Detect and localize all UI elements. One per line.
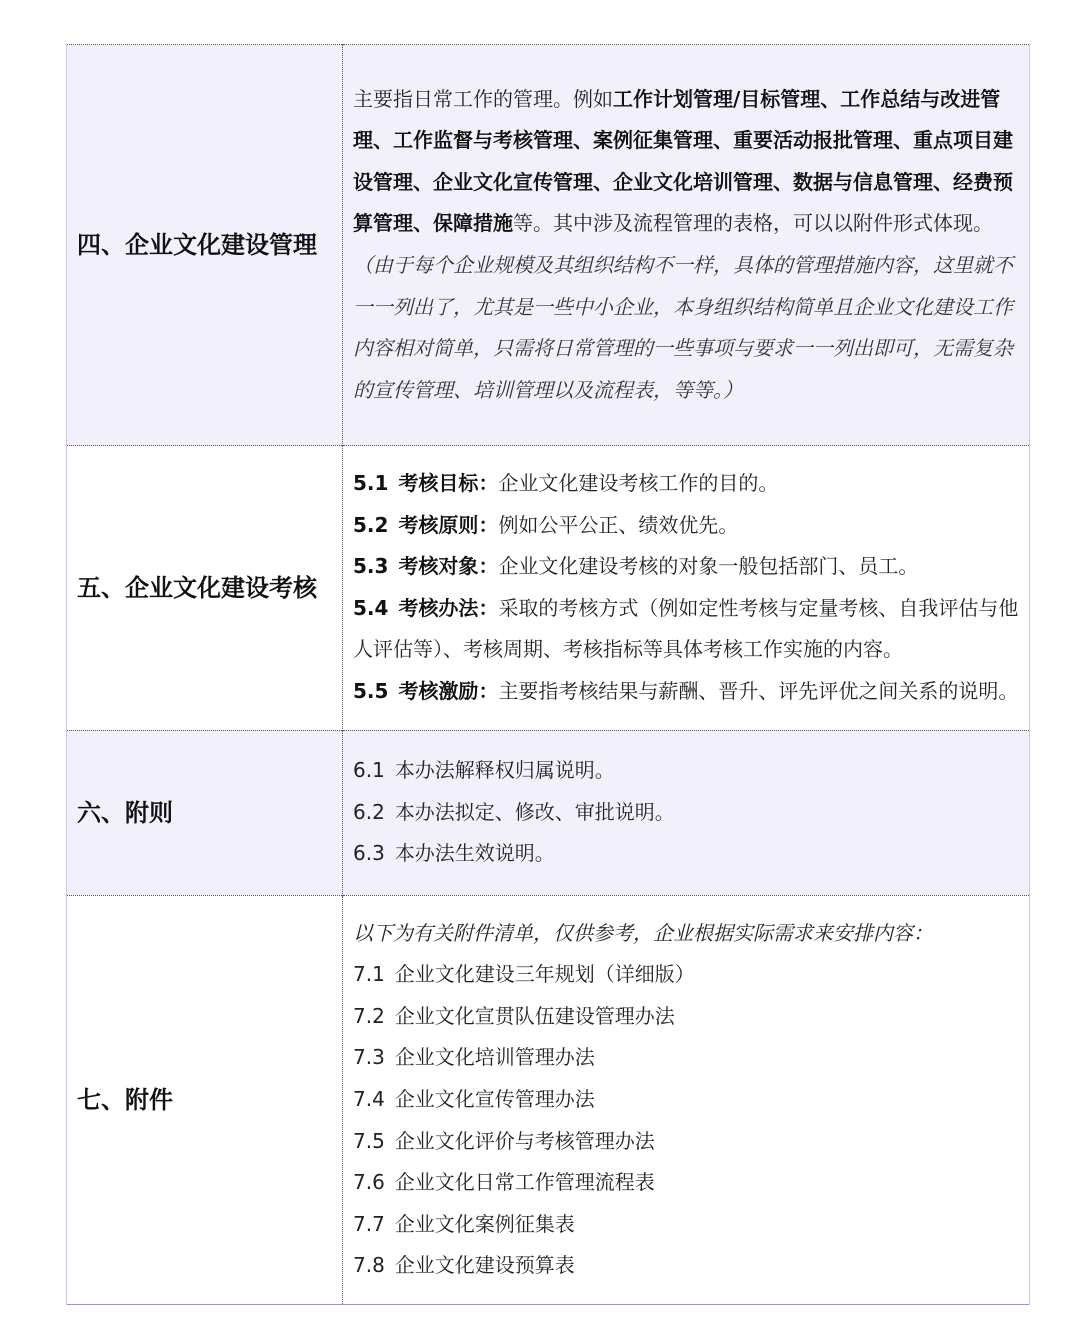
item-text: 企业文化案例征集表 (394, 1211, 575, 1236)
list-item (353, 833, 1021, 875)
item-text: 本办法解释权归属说明。 (394, 758, 615, 783)
list-item (353, 1245, 1021, 1287)
intro-tail: 等。其中涉及流程管理的表格，可以以附件形式体现。 (513, 211, 993, 236)
item-number: 5.2 (353, 512, 389, 537)
item-separator: ： (478, 678, 499, 703)
section-content-cell (343, 895, 1030, 1304)
section-heading-cell (67, 446, 343, 731)
item-text: 企业文化建设考核工作的目的。 (498, 471, 779, 495)
list-item (353, 546, 1021, 588)
item-text: 例如公平公正、绩效优先。 (498, 512, 739, 537)
item-number: 7.1 (353, 962, 385, 987)
section-heading-cell (67, 730, 343, 895)
item-text: 企业文化培训管理办法 (394, 1045, 595, 1070)
item-label: 考核对象 (398, 554, 479, 579)
item-text: 企业文化建设考核的对象一般包括部门、员工。 (498, 554, 919, 579)
item-separator: ： (478, 595, 499, 620)
list-item (353, 954, 1021, 996)
item-label: 考核原则 (398, 512, 479, 537)
list-item (353, 1037, 1021, 1079)
item-number: 6.2 (353, 799, 385, 824)
list-item (353, 996, 1021, 1038)
item-number: 6.1 (353, 758, 385, 783)
item-number: 5.3 (353, 554, 389, 579)
item-label: 考核目标 (398, 471, 479, 495)
list-item (353, 671, 1021, 713)
item-number: 7.8 (353, 1253, 385, 1278)
item-text: 企业文化日常工作管理流程表 (394, 1170, 655, 1195)
list-item (353, 1162, 1021, 1204)
attachment-intro: 以下为有关附件清单，仅供参考，企业根据实际需求来安排内容： (353, 920, 933, 945)
intro-bold-list: 工作计划管理/目标管理、工作总结与改进管理、工作监督与考核管理、案例征集管理、重要活动报批管理、重点项目建设管理、企业文化宣传管理、企业文化培训管理、数据与信息管理、经费预算管理、保障措施 (353, 86, 1013, 236)
table-row (67, 446, 1030, 731)
section-title: 七、附件 (77, 1085, 173, 1114)
item-text: 本办法拟定、修改、审批说明。 (394, 799, 675, 824)
item-text: 企业文化宣贯队伍建设管理办法 (394, 1003, 675, 1028)
item-label: 考核办法 (398, 595, 479, 620)
item-separator: ： (478, 512, 499, 537)
item-text: 企业文化建设预算表 (394, 1253, 575, 1278)
section-intro (353, 79, 1021, 245)
item-number: 7.7 (353, 1211, 385, 1236)
section-content-cell (343, 45, 1030, 446)
table-row (67, 45, 1030, 446)
table-row (67, 895, 1030, 1304)
item-number: 5.4 (353, 595, 389, 620)
list-item (353, 1121, 1021, 1163)
document-table (66, 44, 1030, 1305)
table-row (67, 730, 1030, 895)
item-number: 6.3 (353, 841, 385, 866)
item-number: 7.6 (353, 1170, 385, 1195)
list-item (353, 792, 1021, 834)
intro-lead: 主要指日常工作的管理。例如 (353, 86, 613, 111)
list-item (353, 463, 1021, 505)
item-separator: ： (478, 554, 499, 579)
section-content-cell (343, 730, 1030, 895)
item-text: 本办法生效说明。 (394, 841, 555, 866)
item-number: 7.5 (353, 1128, 385, 1153)
list-item (353, 588, 1021, 671)
section-heading-cell (67, 895, 343, 1304)
item-text: 采取的考核方式（例如定性考核与定量考核、自我评估与他人评估等）、考核周期、考核指标等具体考核工作实施的内容。 (353, 595, 1019, 662)
item-number: 7.3 (353, 1045, 385, 1070)
item-text: 主要指考核结果与薪酬、晋升、评先评优之间关系的说明。 (498, 678, 1019, 703)
item-separator: ： (478, 471, 499, 495)
section-content-cell (343, 446, 1030, 731)
section-title: 五、企业文化建设考核 (77, 573, 317, 602)
section-note: （由于每个企业规模及其组织结构不一样，具体的管理措施内容，这里就不一一列出了，尤其是一些中小企业，本身组织结构简单且企业文化建设工作内容相对简单，只需将日常管理的一些事项与要求一一列出即可，无需复杂的宣传管理、培训管理以及流程表，等等。） (353, 253, 1013, 402)
item-number: 7.2 (353, 1003, 385, 1028)
item-text: 企业文化评价与考核管理办法 (394, 1128, 655, 1153)
section-title: 四、企业文化建设管理 (77, 231, 317, 259)
section-heading-cell (67, 45, 343, 446)
list-item (353, 1079, 1021, 1121)
item-text: 企业文化宣传管理办法 (394, 1086, 595, 1111)
list-item (353, 750, 1021, 792)
item-text: 企业文化建设三年规划（详细版） (394, 962, 695, 987)
item-number: 5.1 (353, 471, 389, 495)
section-title: 六、附则 (77, 798, 173, 827)
item-label: 考核激励 (398, 678, 479, 703)
list-item (353, 505, 1021, 547)
item-number: 7.4 (353, 1086, 385, 1111)
item-number: 5.5 (353, 678, 389, 703)
list-item (353, 1204, 1021, 1246)
